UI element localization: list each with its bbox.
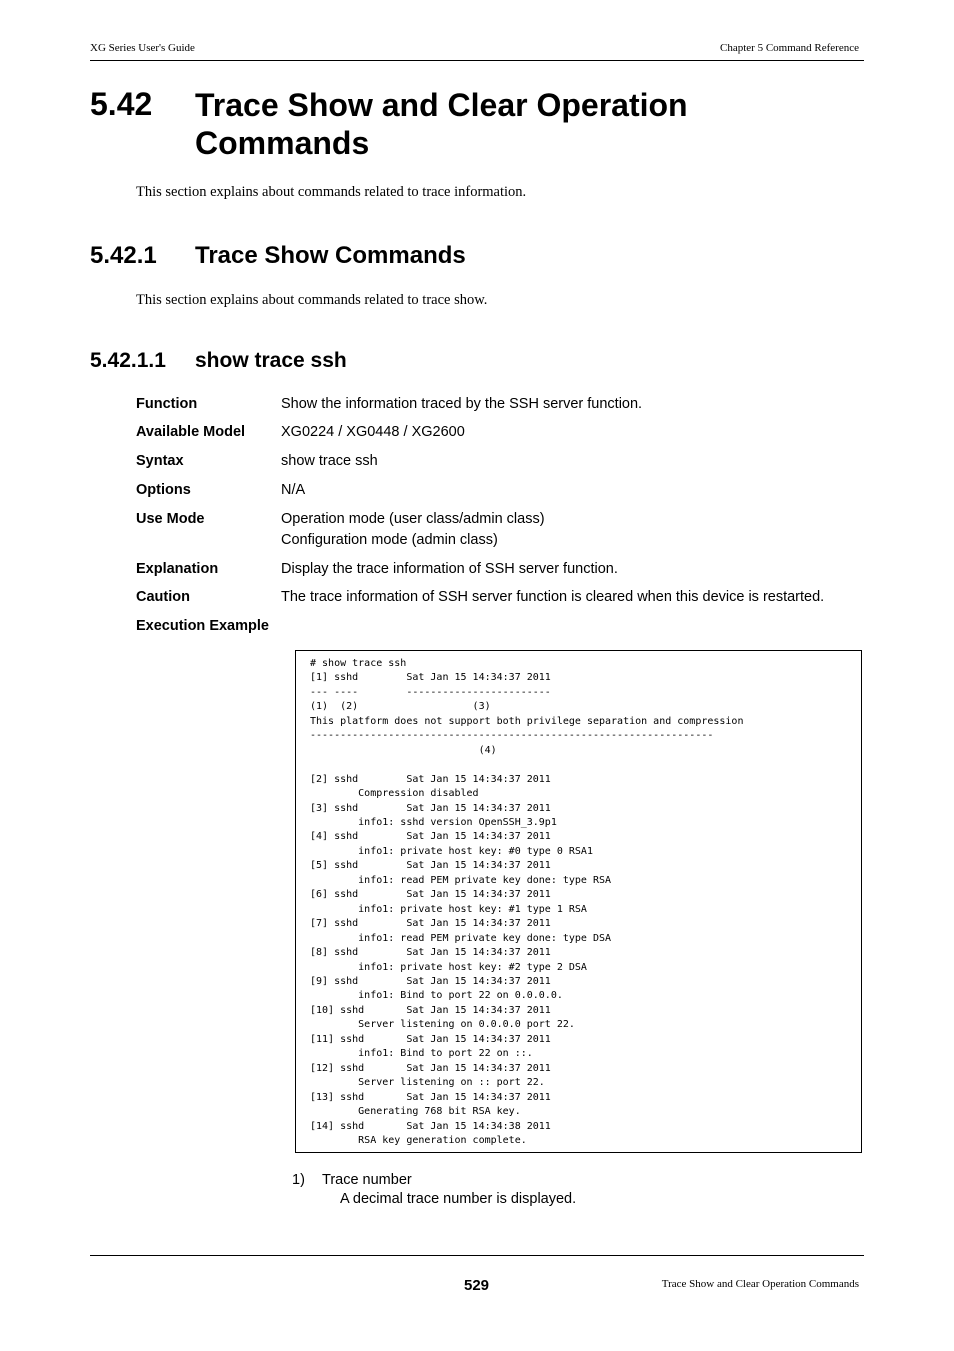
- code-line: Server listening on 0.0.0.0 port 22.: [310, 1019, 575, 1031]
- code-line: [6] sshd Sat Jan 15 14:34:37 2011: [310, 889, 551, 901]
- subsection-title: Trace Show Commands: [195, 242, 466, 269]
- explanation-value: Display the trace information of SSH server function.: [281, 561, 618, 577]
- header-chapter-title: Chapter 5 Command Reference: [720, 42, 859, 54]
- explanation-label: Explanation: [136, 561, 219, 577]
- code-line: info1: Bind to port 22 on 0.0.0.0.: [310, 990, 563, 1002]
- code-line: info1: read PEM private key done: type DSA: [310, 932, 612, 944]
- code-line: [4] sshd Sat Jan 15 14:34:37 2011: [310, 831, 551, 843]
- code-line: [8] sshd Sat Jan 15 14:34:37 2011: [310, 947, 551, 959]
- code-line: Generating 768 bit RSA key.: [310, 1106, 521, 1118]
- code-line: [1] sshd Sat Jan 15 14:34:37 2011: [310, 672, 551, 684]
- code-line: [10] sshd Sat Jan 15 14:34:37 2011: [310, 1004, 551, 1016]
- syntax-label: Syntax: [136, 453, 184, 469]
- code-line: RSA key generation complete.: [310, 1134, 527, 1146]
- function-label: Function: [136, 396, 198, 412]
- command-title: show trace ssh: [195, 349, 347, 372]
- code-line: info1: read PEM private key done: type RSA: [310, 874, 612, 886]
- footer-section-title: Trace Show and Clear Operation Commands: [661, 1278, 859, 1290]
- available-model-value: XG0224 / XG0448 / XG2600: [281, 424, 465, 440]
- use-mode-value-operation: Operation mode (user class/admin class): [281, 511, 545, 527]
- code-line: This platform does not support both privilege separation and compression: [310, 715, 744, 727]
- execution-example-label: Execution Example: [136, 618, 269, 634]
- options-value: N/A: [281, 482, 306, 498]
- code-line: (4): [310, 744, 497, 756]
- note-number: 1): [292, 1172, 305, 1188]
- function-value: Show the information traced by the SSH server function.: [281, 396, 643, 412]
- code-line: [14] sshd Sat Jan 15 14:34:38 2011: [310, 1120, 551, 1132]
- code-line: [3] sshd Sat Jan 15 14:34:37 2011: [310, 802, 551, 814]
- code-line: --- ---- ------------------------: [310, 686, 551, 698]
- section-intro: This section explains about commands related to trace information.: [136, 184, 527, 200]
- execution-example-box: [295, 650, 862, 1153]
- code-line: Compression disabled: [310, 788, 479, 800]
- section-number: 5.42: [90, 86, 153, 122]
- footer-divider: [90, 1255, 864, 1256]
- header-divider: [90, 60, 864, 61]
- code-line: -------------------------------------------------------------------: [310, 730, 714, 742]
- code-line: info1: private host key: #1 type 1 RSA: [310, 903, 587, 915]
- caution-label: Caution: [136, 589, 190, 605]
- code-line: Server listening on :: port 22.: [310, 1077, 545, 1089]
- code-line: [13] sshd Sat Jan 15 14:34:37 2011: [310, 1091, 551, 1103]
- code-line: [2] sshd Sat Jan 15 14:34:37 2011: [310, 773, 551, 785]
- section-title: Trace Show and Clear Operation Commands: [195, 87, 688, 161]
- code-line: [11] sshd Sat Jan 15 14:34:37 2011: [310, 1033, 551, 1045]
- available-model-label: Available Model: [136, 424, 246, 440]
- code-line: [5] sshd Sat Jan 15 14:34:37 2011: [310, 860, 551, 872]
- code-line: (1) (2) (3): [310, 701, 491, 713]
- code-line: [9] sshd Sat Jan 15 14:34:37 2011: [310, 975, 551, 987]
- page-number: 529: [464, 1277, 490, 1294]
- code-line: [7] sshd Sat Jan 15 14:34:37 2011: [310, 918, 551, 930]
- code-line: # show trace ssh: [310, 658, 407, 669]
- execution-example-code: [310, 657, 743, 1148]
- code-line: info1: Bind to port 22 on ::.: [310, 1048, 533, 1060]
- note-description: A decimal trace number is displayed.: [340, 1191, 577, 1207]
- note-title: Trace number: [322, 1172, 412, 1188]
- syntax-value: show trace ssh: [281, 453, 378, 469]
- code-line: [12] sshd Sat Jan 15 14:34:37 2011: [310, 1062, 551, 1074]
- command-number: 5.42.1.1: [90, 349, 166, 372]
- caution-value: The trace information of SSH server function is cleared when this device is restarted.: [281, 589, 825, 605]
- options-label: Options: [136, 482, 191, 498]
- subsection-number: 5.42.1: [90, 242, 157, 269]
- code-line: info1: private host key: #0 type 0 RSA1: [310, 845, 593, 857]
- header-guide-title: XG Series User's Guide: [90, 42, 195, 54]
- use-mode-label: Use Mode: [136, 511, 205, 527]
- code-line: info1: sshd version OpenSSH_3.9p1: [310, 816, 557, 828]
- subsection-intro: This section explains about commands related to trace show.: [136, 292, 488, 308]
- code-line: info1: private host key: #2 type 2 DSA: [310, 961, 587, 973]
- use-mode-value-configuration: Configuration mode (admin class): [281, 532, 498, 548]
